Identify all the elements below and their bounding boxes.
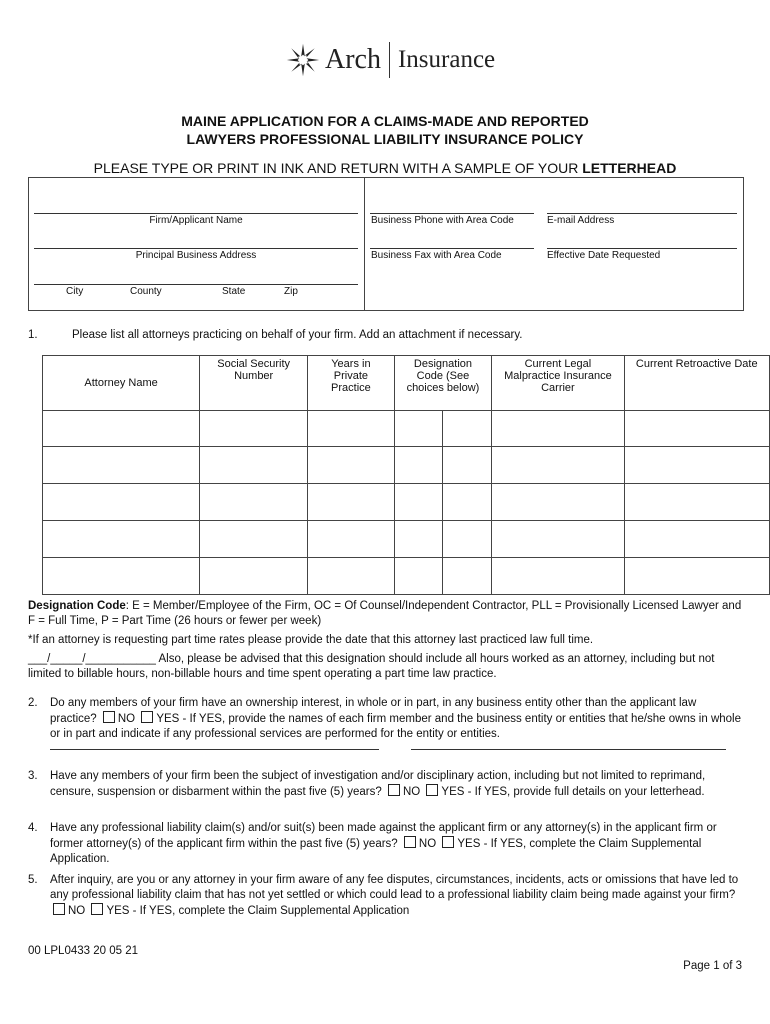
q2-text: [50, 696, 742, 742]
logo-divider: [389, 42, 390, 78]
col-attorney-name: Attorney Name: [43, 356, 200, 411]
business-phone-line[interactable]: [370, 213, 534, 214]
q5-number: 5.: [28, 874, 38, 886]
q2-question: Do any members of your firm have an ownership interest, in whole or in part, in any business entity other than the applicant law practice?: [50, 697, 697, 725]
email-caption: E-mail Address: [547, 215, 615, 226]
col-carrier: Current Legal Malpractice Insurance Carrier: [492, 356, 624, 411]
cell-carrier[interactable]: [492, 558, 624, 595]
q4-yes-text: YES - If YES, complete the Claim Supplemental Application.: [50, 838, 702, 865]
q3-number: 3.: [28, 770, 38, 782]
col-retro: Current Retroactive Date: [624, 356, 769, 411]
page-number: Page 1 of 3: [683, 960, 742, 972]
designation-text: : E = Member/Employee of the Firm, OC = Of Counsel/Independent Contractor, PLL = Provisionally Licensed Lawyer and F = Full Time, P = Part Time (26 hours or fewer per week): [28, 600, 742, 627]
email-line[interactable]: [547, 213, 737, 214]
cell-desig-b[interactable]: [443, 447, 492, 484]
arch-star-icon: [285, 42, 321, 78]
state-caption: State: [222, 286, 246, 297]
logo-arch-text: Arch: [325, 44, 381, 75]
attorney-row: [43, 411, 770, 447]
q5-yes-text: YES - If YES, complete the Claim Supplemental Application: [106, 905, 410, 917]
firm-name-caption: Firm/Applicant Name: [149, 215, 243, 226]
designation-paragraph: [28, 599, 742, 629]
q3-question: Have any members of your firm been the subject of investigation and/or disciplinary action, including but not limited to reprimand, censure, suspension or disbarment within the past five (5) years?: [50, 770, 706, 798]
cell-name[interactable]: [43, 411, 200, 447]
instruction: [0, 160, 770, 176]
q5-no-checkbox[interactable]: [53, 903, 65, 915]
q1-text: Please list all attorneys practicing on behalf of your firm. Add an attachment if necessary.: [72, 329, 523, 341]
instruction-text: PLEASE TYPE OR PRINT IN INK AND RETURN WITH A SAMPLE OF YOUR: [93, 160, 579, 176]
cell-retro[interactable]: [624, 411, 769, 447]
zip-caption: Zip: [284, 286, 298, 297]
cell-ssn[interactable]: [200, 411, 308, 447]
title-line-2: LAWYERS PROFESSIONAL LIABILITY INSURANCE POLICY: [186, 131, 584, 147]
business-fax-caption: Business Fax with Area Code: [371, 250, 502, 261]
cell-carrier[interactable]: [492, 411, 624, 447]
effective-date-caption: Effective Date Requested: [547, 250, 661, 261]
cell-desig-a[interactable]: [394, 447, 443, 484]
q4-number: 4.: [28, 822, 38, 834]
cell-desig-a[interactable]: [394, 558, 443, 595]
cell-name[interactable]: [43, 484, 200, 521]
part-time-date-line: ___/_____/___________ Also, please be advised that this designation should include all hours worked as an attorney, including but not limited to billable hours, non-billable hours and time spent operating a part time law practice.: [28, 653, 715, 680]
q5-question: After inquiry, are you or any attorney in your firm aware of any fee disputes, circumstances, incidents, acts or omissions that have led to any professional liability claim that has not yet settled or which could lead to a professional liability claim being made against your firm?: [50, 874, 739, 901]
instruction-bold: LETTERHEAD: [582, 160, 677, 176]
cell-years[interactable]: [308, 558, 394, 595]
q2-number: 2.: [28, 697, 38, 709]
cell-ssn[interactable]: [200, 447, 308, 484]
designation-label: Designation Code: [28, 600, 126, 612]
col-ssn: Social Security Number: [200, 356, 308, 411]
q2-yes-checkbox[interactable]: [141, 711, 153, 723]
attorney-table: [42, 355, 770, 595]
business-phone-caption: Business Phone with Area Code: [371, 215, 514, 226]
attorney-row: [43, 447, 770, 484]
q5-no-label: NO: [68, 905, 86, 917]
cell-years[interactable]: [308, 521, 394, 558]
county-caption: County: [130, 286, 162, 297]
principal-address-caption: Principal Business Address: [135, 250, 257, 261]
business-fax-line[interactable]: [370, 248, 534, 249]
q2-answer-line-1[interactable]: [50, 749, 379, 750]
cell-desig-b[interactable]: [443, 521, 492, 558]
q5-text: [50, 873, 742, 919]
q1-number: 1.: [28, 329, 38, 341]
q2-no-checkbox[interactable]: [103, 711, 115, 723]
city-county-line[interactable]: [34, 284, 358, 285]
attorney-table-header: [43, 356, 770, 411]
cell-name[interactable]: [43, 521, 200, 558]
cell-retro[interactable]: [624, 521, 769, 558]
q3-no-checkbox[interactable]: [388, 784, 400, 796]
q2-no-label: NO: [117, 713, 136, 725]
q3-yes-text: YES - If YES, provide full details on your letterhead.: [441, 786, 705, 798]
title-line-1: MAINE APPLICATION FOR A CLAIMS-MADE AND REPORTED: [181, 113, 589, 129]
cell-carrier[interactable]: [492, 484, 624, 521]
attorney-row: [43, 558, 770, 595]
cell-name[interactable]: [43, 558, 200, 595]
part-time-note: *If an attorney is requesting part time rates please provide the date that this attorney last practiced law full time.: [28, 634, 594, 646]
cell-desig-b[interactable]: [443, 484, 492, 521]
attorney-row: [43, 484, 770, 521]
q4-text: [50, 821, 742, 867]
arch-insurance-logo: [285, 40, 495, 80]
form-code: 00 LPL0433 20 05 21: [28, 945, 138, 957]
cell-retro[interactable]: [624, 447, 769, 484]
cell-ssn[interactable]: [200, 558, 308, 595]
cell-years[interactable]: [308, 447, 394, 484]
col-designation: Designation Code (See choices below): [394, 356, 492, 411]
q3-text: [50, 769, 742, 800]
cell-desig-a[interactable]: [394, 411, 443, 447]
cell-ssn[interactable]: [200, 521, 308, 558]
cell-ssn[interactable]: [200, 484, 308, 521]
city-caption: City: [66, 286, 84, 297]
q4-no-checkbox[interactable]: [404, 836, 416, 848]
cell-desig-b[interactable]: [443, 558, 492, 595]
principal-address-line[interactable]: [34, 248, 358, 249]
cell-years[interactable]: [308, 484, 394, 521]
applicant-box-divider: [364, 177, 365, 310]
cell-desig-a[interactable]: [394, 521, 443, 558]
cell-retro[interactable]: [624, 558, 769, 595]
q4-no-label: NO: [418, 838, 437, 850]
col-years: Years in Private Practice: [308, 356, 394, 411]
q2-answer-line-2[interactable]: [411, 749, 726, 750]
cell-desig-b[interactable]: [443, 411, 492, 447]
q5-yes-checkbox[interactable]: [91, 903, 103, 915]
q2-yes-text: YES - If YES, provide the names of each firm member and the business entity or entities that he/she owns in whole or in part and indicate if any professional services are performed for the entity or entities.: [50, 713, 742, 740]
cell-desig-a[interactable]: [394, 484, 443, 521]
attorney-row: [43, 521, 770, 558]
q4-yes-checkbox[interactable]: [442, 836, 454, 848]
cell-retro[interactable]: [624, 484, 769, 521]
firm-name-line[interactable]: [34, 213, 358, 214]
cell-years[interactable]: [308, 411, 394, 447]
q4-question: Have any professional liability claim(s) and/or suit(s) been made against the applicant firm or any attorney(s) in the applicant firm or former attorney(s) of the applicant firm within the past five (5) years?: [50, 822, 717, 850]
cell-carrier[interactable]: [492, 447, 624, 484]
cell-name[interactable]: [43, 447, 200, 484]
q3-no-label: NO: [402, 786, 421, 798]
cell-carrier[interactable]: [492, 521, 624, 558]
effective-date-line[interactable]: [547, 248, 737, 249]
logo-insurance-text: Insurance: [397, 46, 496, 73]
q3-yes-checkbox[interactable]: [426, 784, 438, 796]
